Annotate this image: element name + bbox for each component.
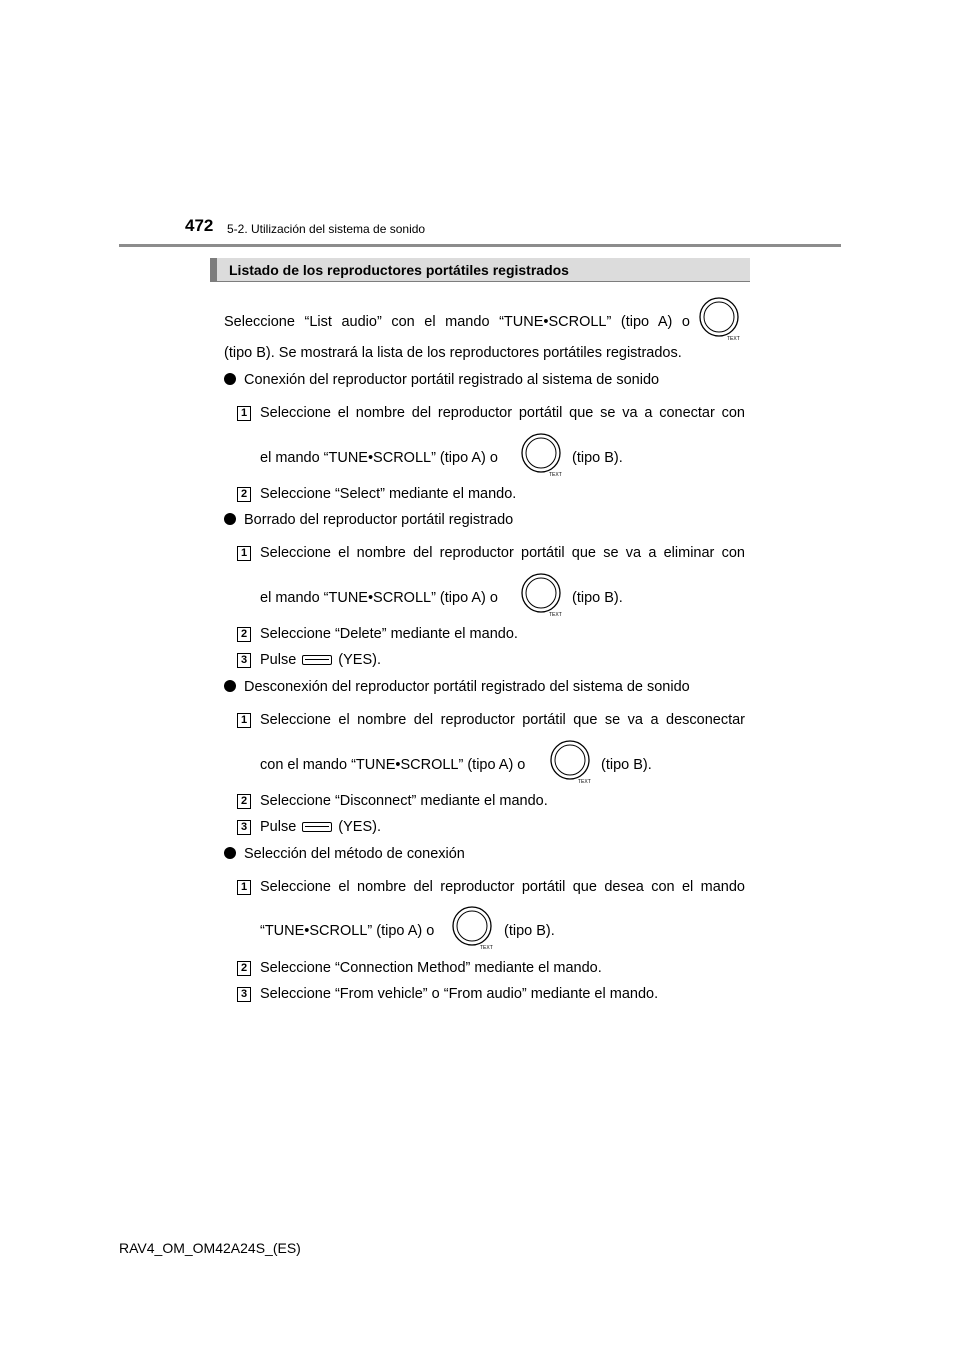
tune-knob-icon xyxy=(548,739,594,785)
bullet-icon xyxy=(224,513,236,525)
step-badge: 2 xyxy=(237,487,251,502)
step-text: Seleccione el nombre del reproductor portátil que se va a eliminar con xyxy=(260,545,745,561)
tune-knob-icon xyxy=(450,905,496,951)
step-badge: 1 xyxy=(237,406,251,421)
page-number: 472 xyxy=(185,216,214,235)
bullet-icon xyxy=(224,373,236,385)
section-header xyxy=(210,258,750,282)
intro-line-2: (tipo B). Se mostrará la lista de los reproductores portátiles registrados. xyxy=(224,345,682,361)
bullet-disconnect: Desconexión del reproductor portátil registrado del sistema de sonido xyxy=(224,679,690,695)
step-text: Seleccione “Select” mediante el mando. xyxy=(260,486,517,502)
header-rule xyxy=(119,244,841,247)
step-badge: 2 xyxy=(237,961,251,976)
tipo-b-label: (tipo B). xyxy=(601,757,652,773)
bullet-icon xyxy=(224,847,236,859)
step-badge: 2 xyxy=(237,627,251,642)
step-text: Seleccione el nombre del reproductor portátil que se va a desconectar xyxy=(260,712,745,728)
bullet-icon xyxy=(224,680,236,692)
bullet-connect: Conexión del reproductor portátil registrado al sistema de sonido xyxy=(224,372,659,388)
tune-knob-icon xyxy=(519,572,565,618)
bullet-delete: Borrado del reproductor portátil registrado xyxy=(224,512,513,528)
section-title: Listado de los reproductores portátiles registrados xyxy=(229,262,569,278)
step-text-pulse: Pulse (YES). xyxy=(260,652,381,668)
tipo-b-label: (tipo B). xyxy=(504,923,555,939)
tune-knob-icon xyxy=(697,296,743,342)
document-code: RAV4_OM_OM42A24S_(ES) xyxy=(119,1240,301,1256)
step-text-cont: con el mando “TUNE•SCROLL” (tipo A) o xyxy=(260,757,526,773)
step-text: Seleccione el nombre del reproductor portátil que desea con el mando xyxy=(260,879,745,895)
svg-text:TEXT: TEXT xyxy=(727,336,740,342)
step-badge: 3 xyxy=(237,820,251,835)
chapter-title: 5-2. Utilización del sistema de sonido xyxy=(227,222,426,236)
step-text-pulse: Pulse (YES). xyxy=(260,819,381,835)
step-badge: 3 xyxy=(237,987,251,1002)
step-text-cont: el mando “TUNE•SCROLL” (tipo A) o xyxy=(260,450,498,466)
step-text-cont: “TUNE•SCROLL” (tipo A) o xyxy=(260,923,435,939)
step-badge: 1 xyxy=(237,546,251,561)
svg-text:TEXT: TEXT xyxy=(578,779,591,785)
step-text: Seleccione “Connection Method” mediante el mando. xyxy=(260,960,602,976)
step-badge: 3 xyxy=(237,653,251,668)
step-badge: 2 xyxy=(237,794,251,809)
step-text: Seleccione “Delete” mediante el mando. xyxy=(260,626,518,642)
bullet-connection-method: Selección del método de conexión xyxy=(224,846,465,862)
svg-text:TEXT: TEXT xyxy=(549,472,562,478)
svg-text:TEXT: TEXT xyxy=(549,612,562,618)
step-text: Seleccione “From vehicle” o “From audio” mediante el mando. xyxy=(260,986,659,1002)
tipo-b-label: (tipo B). xyxy=(572,590,623,606)
intro-line-1: Seleccione “List audio” con el mando “TUNE•SCROLL” (tipo A) o xyxy=(224,314,690,330)
step-badge: 1 xyxy=(237,713,251,728)
tipo-b-label: (tipo B). xyxy=(572,450,623,466)
screen-button-icon xyxy=(302,822,332,832)
tune-knob-icon xyxy=(519,432,565,478)
screen-button-icon xyxy=(302,655,332,665)
step-badge: 1 xyxy=(237,880,251,895)
step-text: Seleccione “Disconnect” mediante el mando. xyxy=(260,793,548,809)
step-text-cont: el mando “TUNE•SCROLL” (tipo A) o xyxy=(260,590,498,606)
step-text: Seleccione el nombre del reproductor portátil que se va a conectar con xyxy=(260,405,745,421)
svg-text:TEXT: TEXT xyxy=(480,945,493,951)
